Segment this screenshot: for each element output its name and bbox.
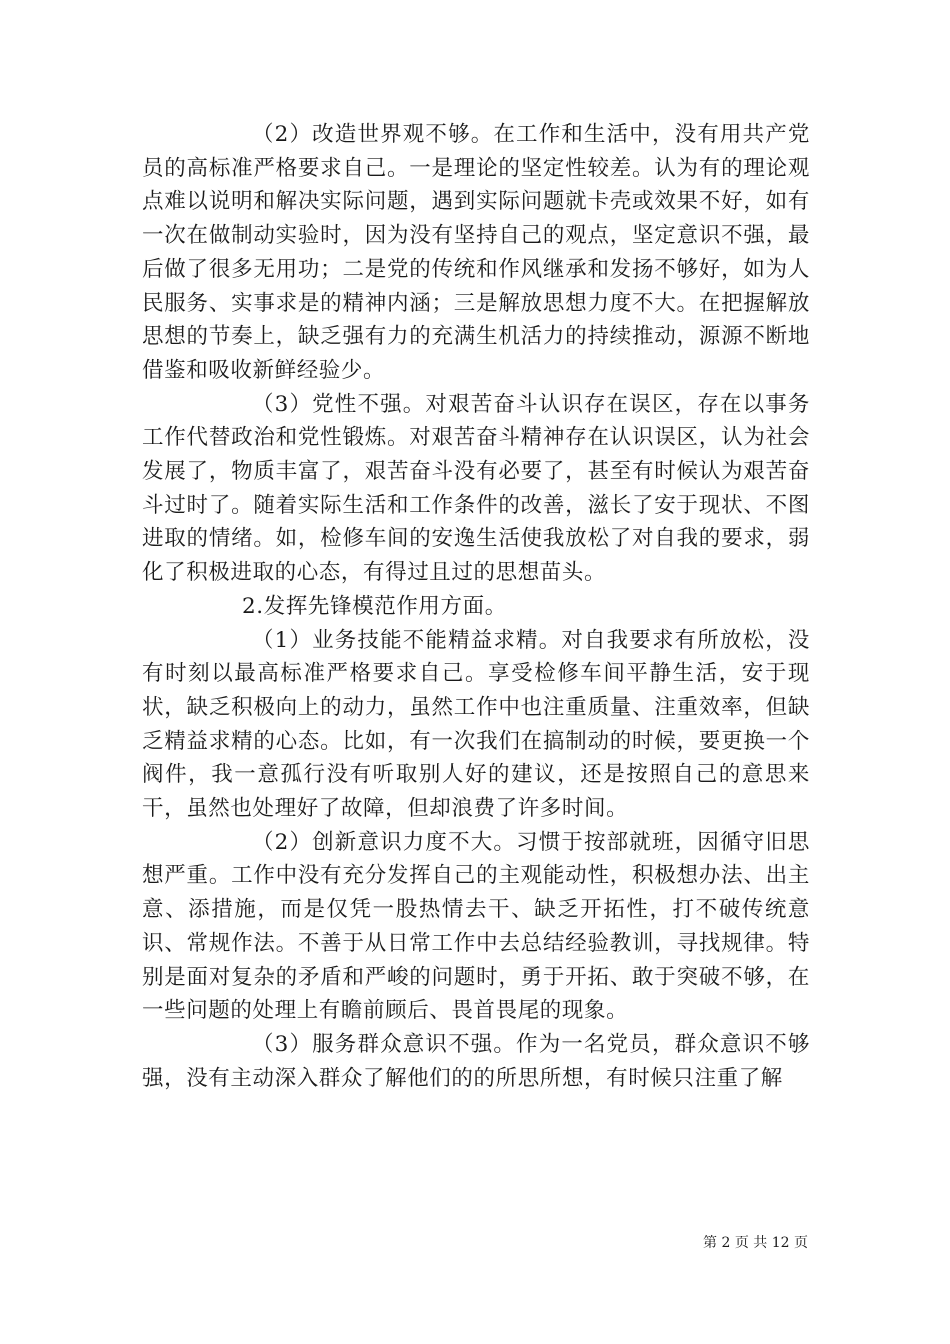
paragraph-worldview: （2）改造世界观不够。在工作和生活中，没有用共产党员的高标准严格要求自己。一是理论的坚定性较差。认为有的理论观点难以说明和解决实际问题，遇到实际问题就卡壳或效果不好，如有一次在做制动实验时，因为没有坚持自己的观点，坚定意识不强，最后做了很多无用功；二是党的传统和作风继承和发扬不够好，如为人民服务、实事求是的精神内涵；三是解放思想力度不大。在把握解放思想的节奏上，缺乏强有力的充满生机活力的持续推动，源源不断地借鉴和吸收新鲜经验少。	[142, 122, 810, 383]
section-heading-vanguard-role: 2.发挥先锋模范作用方面。	[242, 593, 507, 619]
document-body	[142, 118, 810, 1095]
paragraph-business-skills: （1）业务技能不能精益求精。对自我要求有所放松，没有时刻以最高标准严格要求自己。享受检修车间平静生活，安于现状，缺乏积极向上的动力，虽然工作中也注重质量、注重效率，但缺乏精益求精的心态。比如，有一次我们在搞制动的时候，要更换一个阀件，我一意孤行没有听取别人好的建议，还是按照自己的意思来干，虽然也处理好了故障，但却浪费了许多时间。	[142, 627, 810, 822]
paragraph-innovation: （2）创新意识力度不大。习惯于按部就班，因循守旧思想严重。工作中没有充分发挥自己的主观能动性，积极想办法、出主意、添措施，而是仅凭一股热情去干、缺乏开拓性，打不破传统意识、常规作法。不善于从日常工作中去总结经验教训，寻找规律。特别是面对复杂的矛盾和严峻的问题时，勇于开拓、敢于突破不够，在一些问题的处理上有瞻前顾后、畏首畏尾的现象。	[142, 829, 810, 1024]
page-number-footer: 第 2 页 共 12 页	[703, 1235, 808, 1251]
paragraph-serving-masses: （3）服务群众意识不强。作为一名党员，群众意识不够强，没有主动深入群众了解他们的的所思所想，有时候只注重了解	[142, 1031, 810, 1091]
paragraph-party-spirit: （3）党性不强。对艰苦奋斗认识存在误区，存在以事务工作代替政治和党性锻炼。对艰苦奋斗精神存在认识误区，认为社会发展了，物质丰富了，艰苦奋斗没有必要了，甚至有时候认为艰苦奋斗过时了。随着实际生活和工作条件的改善，滋长了安于现状、不图进取的情绪。如，检修车间的安逸生活使我放松了对自我的要求，弱化了积极进取的心态，有得过且过的思想苗头。	[142, 391, 810, 586]
